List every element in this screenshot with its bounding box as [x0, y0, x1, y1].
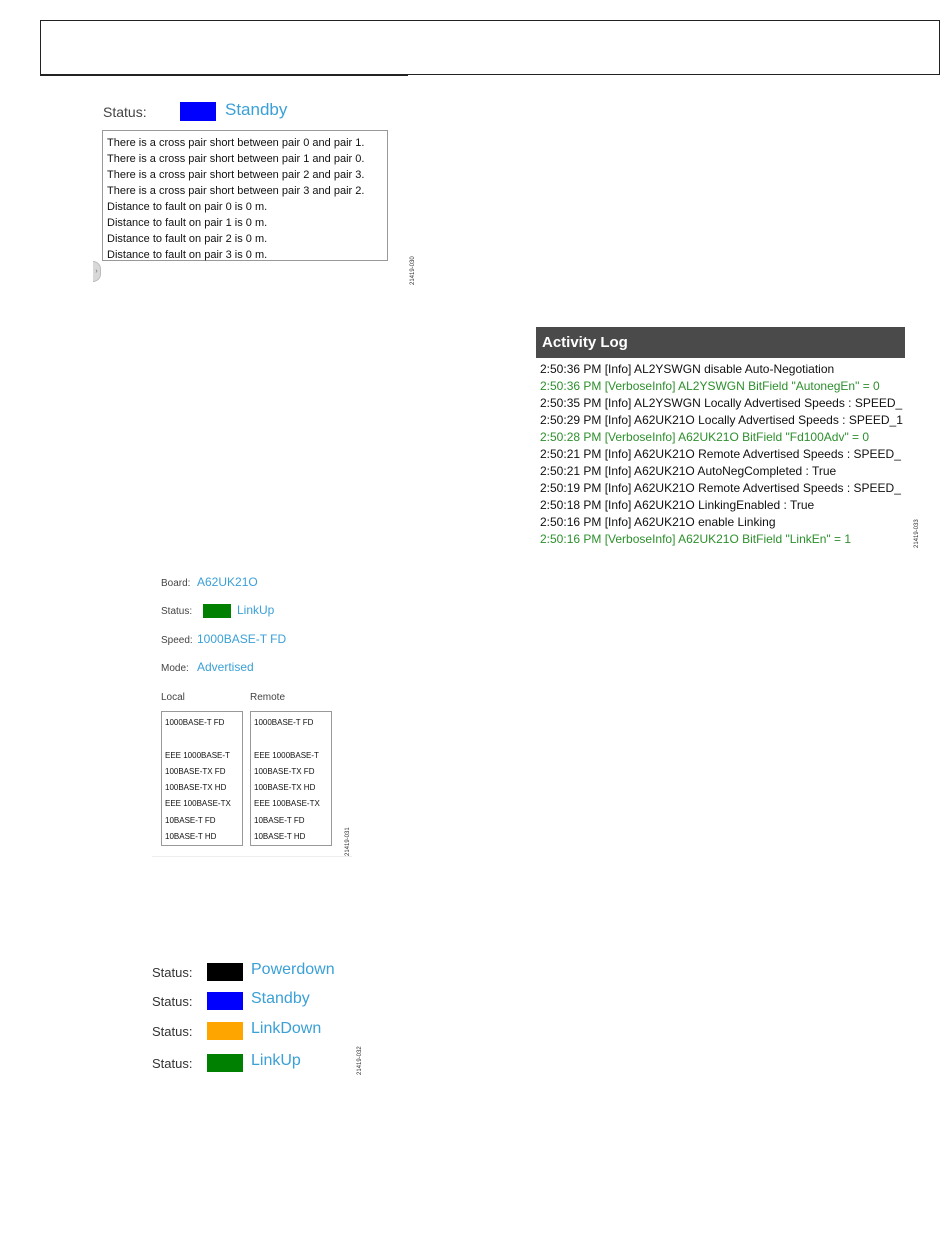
status-color-swatch — [203, 604, 231, 618]
activity-log-panel[interactable] — [536, 327, 905, 550]
speed-mode-item: 100BASE-TX FD — [165, 766, 226, 776]
speed-mode-item: EEE 100BASE-TX — [165, 799, 231, 809]
header-rule — [40, 75, 408, 76]
log-entry: 2:50:36 PM [Info] AL2YSWGN disable Auto-Negotiation — [540, 362, 835, 376]
speed-mode-item: 10BASE-T FD — [165, 815, 216, 825]
speed-mode-item: EEE 1000BASE-T — [254, 750, 319, 760]
speed-value: 1000BASE-T FD — [197, 632, 287, 646]
log-entry: 2:50:36 PM [VerboseInfo] AL2YSWGN BitField "AutonegEn" = 0 — [540, 379, 880, 393]
log-entry: 2:50:28 PM [VerboseInfo] A62UK21O BitField "Fd100Adv" = 0 — [540, 430, 870, 444]
log-entry: 2:50:18 PM [Info] A62UK21O LinkingEnabled : True — [540, 498, 815, 512]
fault-message: Distance to fault on pair 0 is 0 m. — [107, 201, 268, 213]
remote-advertised-list[interactable] — [250, 711, 332, 846]
status-color-swatch — [207, 963, 243, 981]
status-label: Status: — [152, 1024, 193, 1039]
log-entry: 2:50:21 PM [Info] A62UK21O Remote Advertised Speeds : SPEED_ — [540, 447, 901, 461]
fault-message: There is a cross pair short between pair 0 and pair 1. — [107, 137, 365, 149]
status-color-swatch — [207, 992, 243, 1010]
status-label: Status: — [161, 606, 193, 617]
log-entry: 2:50:29 PM [Info] A62UK21O Locally Advertised Speeds : SPEED_1 — [540, 413, 903, 427]
status-label: Status: — [152, 1056, 193, 1071]
status-value: Standby — [225, 100, 288, 119]
speed-mode-item: EEE 1000BASE-T — [165, 750, 230, 760]
fault-message: Distance to fault on pair 1 is 0 m. — [107, 217, 268, 229]
expand-panel-tab[interactable]: › — [93, 261, 101, 282]
status-value: LinkUp — [251, 1052, 301, 1069]
fault-message: Distance to fault on pair 2 is 0 m. — [107, 233, 268, 245]
fault-message: There is a cross pair short between pair 1 and pair 0. — [107, 153, 365, 165]
local-column-label: Local — [161, 692, 185, 703]
status-label: Status: — [103, 104, 147, 120]
fault-message: There is a cross pair short between pair 3 and pair 2. — [107, 185, 365, 197]
status-color-swatch — [180, 102, 216, 121]
speed-mode-item — [254, 731, 331, 747]
status-label: Status: — [152, 965, 193, 980]
status-color-swatch — [207, 1054, 243, 1072]
speed-mode-item — [165, 731, 242, 747]
log-entry: 2:50:19 PM [Info] A62UK21O Remote Advertised Speeds : SPEED_ — [540, 481, 901, 495]
figure-id: 21419-030 — [410, 256, 416, 285]
status-value: LinkDown — [251, 1020, 322, 1037]
speed-mode-item: EEE 100BASE-TX — [254, 799, 320, 809]
fault-message: Distance to fault on pair 3 is 0 m. — [107, 249, 268, 261]
speed-mode-item: 1000BASE-T FD — [165, 718, 225, 727]
log-entry: 2:50:35 PM [Info] AL2YSWGN Locally Advertised Speeds : SPEED_ — [540, 396, 903, 410]
activity-log-list[interactable] — [536, 358, 905, 548]
fault-message-list[interactable] — [102, 130, 388, 261]
log-entry: 2:50:16 PM [VerboseInfo] A62UK21O BitField "LinkEn" = 1 — [540, 532, 852, 546]
local-advertised-list[interactable] — [161, 711, 243, 846]
status-value: Powerdown — [251, 961, 335, 978]
speed-label: Speed: — [161, 635, 193, 646]
figure-id: 21419-031 — [345, 827, 351, 856]
figure-id: 21419-032 — [357, 1046, 363, 1075]
fault-message: There is a cross pair short between pair 2 and pair 3. — [107, 169, 365, 181]
status-value: LinkUp — [237, 603, 275, 617]
status-value: Standby — [251, 990, 310, 1007]
speed-mode-item: 10BASE-T HD — [254, 832, 306, 842]
mode-value: Advertised — [197, 660, 254, 674]
log-entry: 2:50:16 PM [Info] A62UK21O enable Linking — [540, 515, 776, 529]
log-entry: 2:50:21 PM [Info] A62UK21O AutoNegCompleted : True — [540, 464, 837, 478]
page-header-box — [40, 20, 940, 75]
status-color-swatch — [207, 1022, 243, 1040]
board-label: Board: — [161, 578, 191, 589]
board-value: A62UK21O — [197, 575, 258, 589]
activity-log-title: Activity Log — [536, 327, 905, 358]
remote-column-label: Remote — [250, 692, 286, 703]
speed-mode-item: 10BASE-T FD — [254, 815, 305, 825]
panel-divider — [152, 856, 352, 857]
status-label: Status: — [152, 994, 193, 1009]
speed-mode-item: 1000BASE-T FD — [254, 718, 314, 727]
speed-mode-item: 100BASE-TX FD — [254, 766, 315, 776]
figure-id: 21419-033 — [914, 519, 920, 548]
speed-mode-item: 100BASE-TX HD — [165, 783, 227, 793]
speed-mode-item: 100BASE-TX HD — [254, 783, 316, 793]
speed-mode-item: 10BASE-T HD — [165, 832, 217, 842]
mode-label: Mode: — [161, 663, 189, 674]
